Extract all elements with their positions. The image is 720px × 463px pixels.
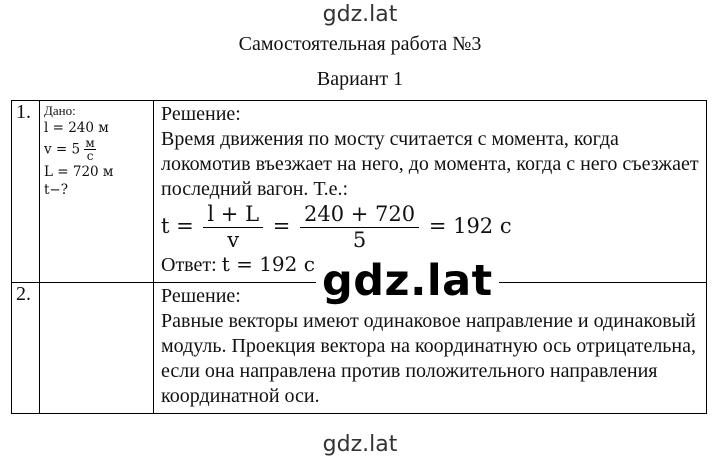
watermark-top: gdz.lat xyxy=(322,2,398,27)
formula-equals: = xyxy=(272,214,291,238)
watermark-middle: gdz.lat xyxy=(316,256,499,306)
given-length-L: L = 720 м xyxy=(44,164,114,180)
solution-text: Время движения по мосту считается с момента, когда локомотив въезжает на него, до момента, когда с него съезжает последний вагон. Т.е.: xyxy=(161,128,699,200)
page-title: Самостоятельная работа №3 xyxy=(238,33,482,55)
time-formula xyxy=(161,204,706,251)
formula-fraction-symbolic xyxy=(203,204,263,251)
fraction-denominator: v xyxy=(227,228,240,252)
variant-label: Вариант 1 xyxy=(316,68,404,90)
given-find: t−? xyxy=(44,182,68,199)
speed-unit-numerator: м xyxy=(85,135,95,150)
formula-result: = 192 с xyxy=(428,214,512,238)
solution-text: Равные векторы имеют одинаковое направление и одинаковый модуль. Проекция вектора на координатную ось отрицательна, если она направлена против положительного направления координатной оси. xyxy=(161,310,696,407)
formula-fraction-numeric xyxy=(300,204,419,251)
given-speed-value: v = 5 xyxy=(44,141,81,158)
answer-value: t = 192 с xyxy=(221,252,315,276)
task-number: 1. xyxy=(12,101,40,283)
task-number: 2. xyxy=(12,283,40,414)
given-cell xyxy=(40,101,154,283)
solution-heading: Решение: xyxy=(161,103,241,125)
formula-lhs: t = xyxy=(161,214,194,238)
given-length-l: l = 240 м xyxy=(44,119,109,136)
solution-heading: Решение: xyxy=(161,285,241,307)
answer-label: Ответ: xyxy=(161,254,217,276)
given-speed xyxy=(44,137,153,163)
given-title: Дано: xyxy=(44,103,76,118)
fraction-numerator: 240 + 720 xyxy=(300,204,419,228)
speed-unit-denominator: с xyxy=(86,149,94,164)
fraction-numerator: l + L xyxy=(203,204,263,228)
fraction-denominator: 5 xyxy=(352,228,367,252)
speed-unit-fraction xyxy=(84,137,95,163)
watermark-bottom: gdz.lat xyxy=(322,432,398,457)
given-cell-empty xyxy=(40,283,154,414)
